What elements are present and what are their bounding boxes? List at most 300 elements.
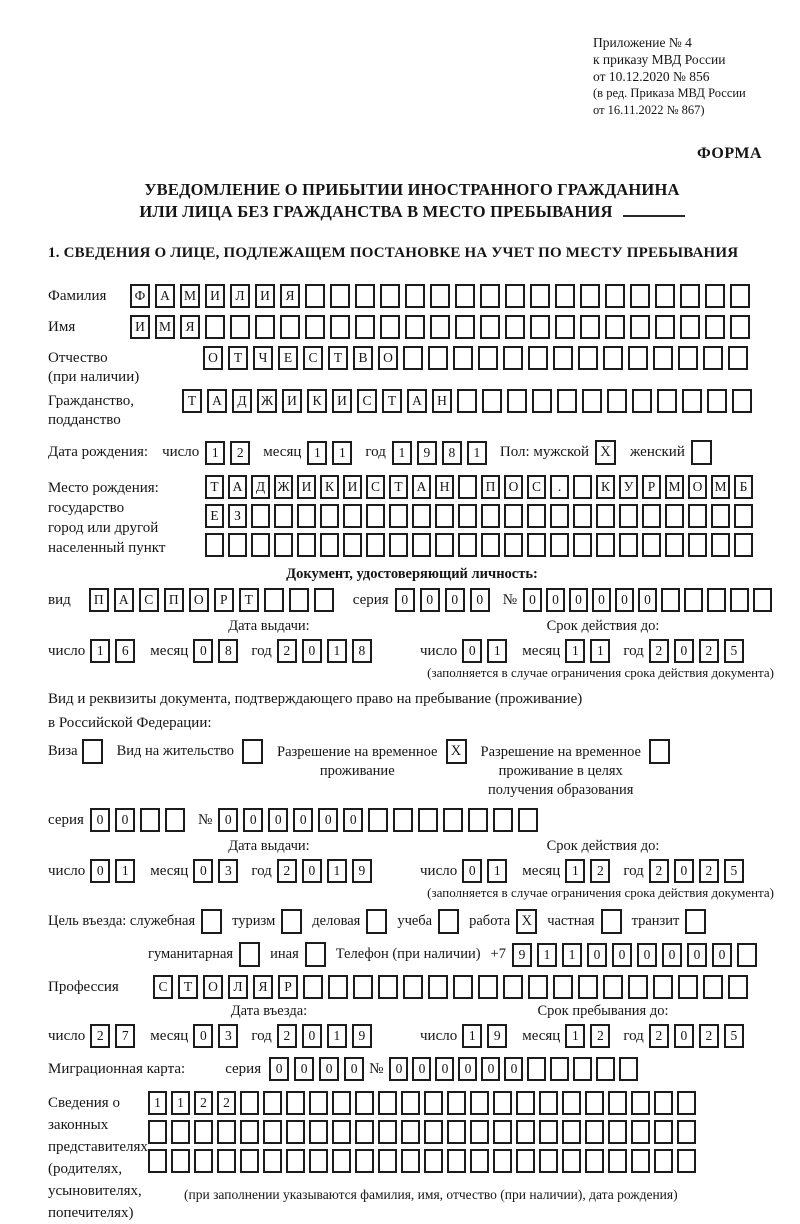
form-cell[interactable]	[730, 284, 750, 308]
temp-residence-education-checkbox[interactable]	[649, 739, 670, 764]
purpose-business-checkbox[interactable]	[201, 909, 222, 934]
form-cell[interactable]: М	[711, 475, 730, 499]
form-cell[interactable]: Ч	[253, 346, 273, 370]
form-cell[interactable]	[603, 975, 623, 999]
form-cell[interactable]: 0	[302, 639, 322, 663]
form-cell[interactable]: О	[203, 346, 223, 370]
form-cell[interactable]	[424, 1149, 443, 1173]
form-cell[interactable]	[274, 533, 293, 557]
form-cell[interactable]	[619, 1057, 638, 1081]
form-cell[interactable]	[619, 504, 638, 528]
form-cell[interactable]: И	[205, 284, 225, 308]
form-cell[interactable]	[555, 284, 575, 308]
purpose-commercial-checkbox[interactable]	[366, 909, 387, 934]
form-cell[interactable]: 0	[90, 859, 110, 883]
form-cell[interactable]	[171, 1149, 190, 1173]
form-cell[interactable]: 0	[243, 808, 263, 832]
form-cell[interactable]: М	[180, 284, 200, 308]
form-cell[interactable]	[217, 1149, 236, 1173]
form-cell[interactable]: 0	[389, 1057, 408, 1081]
form-cell[interactable]: 2	[590, 1024, 610, 1048]
form-cell[interactable]	[677, 1149, 696, 1173]
form-cell[interactable]: 1	[467, 441, 487, 465]
form-cell[interactable]: 1	[462, 1024, 482, 1048]
form-cell[interactable]	[605, 284, 625, 308]
form-cell[interactable]: Б	[734, 475, 753, 499]
form-cell[interactable]: 1	[90, 639, 110, 663]
form-cell[interactable]	[557, 389, 577, 413]
form-cell[interactable]	[562, 1091, 581, 1115]
form-cell[interactable]: Т	[382, 389, 402, 413]
form-cell[interactable]	[478, 346, 498, 370]
form-cell[interactable]	[661, 588, 680, 612]
form-cell[interactable]	[330, 315, 350, 339]
form-cell[interactable]	[728, 346, 748, 370]
form-cell[interactable]	[503, 975, 523, 999]
form-cell[interactable]	[418, 808, 438, 832]
form-cell[interactable]	[435, 533, 454, 557]
form-cell[interactable]: 0	[592, 588, 611, 612]
form-cell[interactable]	[366, 533, 385, 557]
form-cell[interactable]: Ж	[274, 475, 293, 499]
form-cell[interactable]: О	[189, 588, 209, 612]
form-cell[interactable]	[518, 808, 538, 832]
form-cell[interactable]	[655, 284, 675, 308]
form-cell[interactable]	[678, 346, 698, 370]
form-cell[interactable]	[530, 284, 550, 308]
form-cell[interactable]: Д	[232, 389, 252, 413]
form-cell[interactable]: 0	[193, 1024, 213, 1048]
form-cell[interactable]: 0	[445, 588, 465, 612]
form-cell[interactable]: Т	[328, 346, 348, 370]
form-cell[interactable]: Ж	[257, 389, 277, 413]
form-cell[interactable]: Ф	[130, 284, 150, 308]
form-cell[interactable]	[481, 504, 500, 528]
form-cell[interactable]: М	[665, 475, 684, 499]
form-cell[interactable]	[504, 533, 523, 557]
form-cell[interactable]	[430, 315, 450, 339]
form-cell[interactable]	[705, 284, 725, 308]
form-cell[interactable]	[389, 533, 408, 557]
form-cell[interactable]	[264, 588, 284, 612]
form-cell[interactable]	[677, 1120, 696, 1144]
form-cell[interactable]	[443, 808, 463, 832]
form-cell[interactable]	[596, 533, 615, 557]
form-cell[interactable]	[401, 1149, 420, 1173]
form-cell[interactable]: 0	[462, 859, 482, 883]
form-cell[interactable]	[532, 389, 552, 413]
form-cell[interactable]	[630, 315, 650, 339]
form-cell[interactable]	[632, 389, 652, 413]
form-cell[interactable]: А	[407, 389, 427, 413]
form-cell[interactable]	[430, 284, 450, 308]
form-cell[interactable]	[628, 346, 648, 370]
form-cell[interactable]: 2	[277, 1024, 297, 1048]
form-cell[interactable]: 0	[343, 808, 363, 832]
form-cell[interactable]	[457, 389, 477, 413]
form-cell[interactable]	[309, 1091, 328, 1115]
form-cell[interactable]: 1	[205, 441, 225, 465]
form-cell[interactable]: 0	[712, 943, 732, 967]
form-cell[interactable]: А	[207, 389, 227, 413]
form-cell[interactable]: 1	[171, 1091, 190, 1115]
form-cell[interactable]	[447, 1091, 466, 1115]
form-cell[interactable]	[480, 315, 500, 339]
form-cell[interactable]: 0	[218, 808, 238, 832]
form-cell[interactable]: 0	[269, 1057, 289, 1081]
form-cell[interactable]	[580, 284, 600, 308]
form-cell[interactable]: 0	[294, 1057, 314, 1081]
form-cell[interactable]	[553, 975, 573, 999]
form-cell[interactable]: Р	[278, 975, 298, 999]
form-cell[interactable]	[550, 1057, 569, 1081]
form-cell[interactable]: Т	[228, 346, 248, 370]
form-cell[interactable]: 1	[148, 1091, 167, 1115]
form-cell[interactable]	[654, 1149, 673, 1173]
form-cell[interactable]	[550, 504, 569, 528]
form-cell[interactable]: 5	[724, 639, 744, 663]
form-cell[interactable]	[507, 389, 527, 413]
form-cell[interactable]: 2	[649, 1024, 669, 1048]
form-cell[interactable]	[608, 1120, 627, 1144]
form-cell[interactable]	[573, 475, 592, 499]
form-cell[interactable]	[355, 1149, 374, 1173]
form-cell[interactable]	[378, 1149, 397, 1173]
form-cell[interactable]	[289, 588, 309, 612]
form-cell[interactable]	[550, 533, 569, 557]
form-cell[interactable]: 0	[193, 859, 213, 883]
form-cell[interactable]	[642, 533, 661, 557]
form-cell[interactable]: 2	[649, 639, 669, 663]
form-cell[interactable]	[493, 1120, 512, 1144]
form-cell[interactable]: .	[550, 475, 569, 499]
form-cell[interactable]	[516, 1091, 535, 1115]
form-cell[interactable]	[607, 389, 627, 413]
form-cell[interactable]: 9	[487, 1024, 507, 1048]
form-cell[interactable]	[505, 315, 525, 339]
form-cell[interactable]	[230, 315, 250, 339]
form-cell[interactable]	[380, 284, 400, 308]
form-cell[interactable]	[573, 533, 592, 557]
form-cell[interactable]	[665, 504, 684, 528]
form-cell[interactable]	[493, 1149, 512, 1173]
form-cell[interactable]: 0	[344, 1057, 364, 1081]
form-cell[interactable]	[458, 504, 477, 528]
form-cell[interactable]	[194, 1149, 213, 1173]
form-cell[interactable]: Л	[228, 975, 248, 999]
form-cell[interactable]: Т	[182, 389, 202, 413]
form-cell[interactable]	[403, 346, 423, 370]
form-cell[interactable]: О	[504, 475, 523, 499]
form-cell[interactable]	[677, 1091, 696, 1115]
purpose-private-checkbox[interactable]	[601, 909, 622, 934]
residence-permit-checkbox[interactable]	[242, 739, 263, 764]
form-cell[interactable]	[280, 315, 300, 339]
form-cell[interactable]: О	[378, 346, 398, 370]
form-cell[interactable]	[240, 1149, 259, 1173]
form-cell[interactable]: 0	[546, 588, 565, 612]
form-cell[interactable]	[539, 1120, 558, 1144]
form-cell[interactable]	[585, 1149, 604, 1173]
form-cell[interactable]	[478, 975, 498, 999]
form-cell[interactable]: 1	[565, 639, 585, 663]
form-cell[interactable]: 1	[327, 859, 347, 883]
form-cell[interactable]	[320, 533, 339, 557]
form-cell[interactable]	[582, 389, 602, 413]
form-cell[interactable]: 1	[332, 441, 352, 465]
form-cell[interactable]	[653, 975, 673, 999]
form-cell[interactable]	[528, 975, 548, 999]
form-cell[interactable]: С	[139, 588, 159, 612]
form-cell[interactable]: 2	[699, 1024, 719, 1048]
form-cell[interactable]	[585, 1091, 604, 1115]
form-cell[interactable]	[332, 1149, 351, 1173]
form-cell[interactable]	[355, 1120, 374, 1144]
form-cell[interactable]: И	[343, 475, 362, 499]
form-cell[interactable]: О	[688, 475, 707, 499]
form-cell[interactable]	[730, 588, 749, 612]
form-cell[interactable]: 0	[302, 1024, 322, 1048]
form-cell[interactable]: В	[353, 346, 373, 370]
form-cell[interactable]	[680, 315, 700, 339]
form-cell[interactable]: 1	[487, 639, 507, 663]
form-cell[interactable]	[378, 1120, 397, 1144]
form-cell[interactable]: 0	[458, 1057, 477, 1081]
form-cell[interactable]: Я	[180, 315, 200, 339]
form-cell[interactable]	[297, 533, 316, 557]
form-cell[interactable]	[447, 1120, 466, 1144]
form-cell[interactable]	[447, 1149, 466, 1173]
form-cell[interactable]	[330, 284, 350, 308]
form-cell[interactable]	[274, 504, 293, 528]
form-cell[interactable]: 6	[115, 639, 135, 663]
form-cell[interactable]	[194, 1120, 213, 1144]
form-cell[interactable]: 5	[724, 859, 744, 883]
form-cell[interactable]	[320, 504, 339, 528]
form-cell[interactable]	[573, 1057, 592, 1081]
form-cell[interactable]: 9	[512, 943, 532, 967]
form-cell[interactable]	[148, 1149, 167, 1173]
form-cell[interactable]: 9	[352, 859, 372, 883]
form-cell[interactable]	[393, 808, 413, 832]
form-cell[interactable]: И	[255, 284, 275, 308]
form-cell[interactable]	[455, 315, 475, 339]
form-cell[interactable]	[255, 315, 275, 339]
form-cell[interactable]: А	[228, 475, 247, 499]
form-cell[interactable]	[493, 1091, 512, 1115]
form-cell[interactable]	[539, 1149, 558, 1173]
form-cell[interactable]	[682, 389, 702, 413]
form-cell[interactable]	[228, 533, 247, 557]
form-cell[interactable]	[263, 1120, 282, 1144]
form-cell[interactable]	[453, 975, 473, 999]
form-cell[interactable]: 2	[230, 441, 250, 465]
form-cell[interactable]: 8	[442, 441, 462, 465]
purpose-tourism-checkbox[interactable]	[281, 909, 302, 934]
form-cell[interactable]	[493, 808, 513, 832]
form-cell[interactable]: 2	[699, 859, 719, 883]
form-cell[interactable]: Е	[205, 504, 224, 528]
form-cell[interactable]: И	[297, 475, 316, 499]
form-cell[interactable]	[368, 808, 388, 832]
form-cell[interactable]	[240, 1091, 259, 1115]
form-cell[interactable]: 0	[523, 588, 542, 612]
form-cell[interactable]: Т	[205, 475, 224, 499]
form-cell[interactable]: 1	[392, 441, 412, 465]
form-cell[interactable]	[555, 315, 575, 339]
form-cell[interactable]	[665, 533, 684, 557]
form-cell[interactable]	[428, 346, 448, 370]
form-cell[interactable]	[355, 284, 375, 308]
form-cell[interactable]	[453, 346, 473, 370]
purpose-humanitarian-checkbox[interactable]	[239, 942, 260, 967]
form-cell[interactable]: 2	[217, 1091, 236, 1115]
form-cell[interactable]	[480, 284, 500, 308]
form-cell[interactable]: 3	[218, 859, 238, 883]
form-cell[interactable]	[355, 315, 375, 339]
form-cell[interactable]	[482, 389, 502, 413]
form-cell[interactable]	[688, 504, 707, 528]
form-cell[interactable]: 2	[194, 1091, 213, 1115]
form-cell[interactable]: 2	[649, 859, 669, 883]
form-cell[interactable]: 0	[638, 588, 657, 612]
form-cell[interactable]	[297, 504, 316, 528]
form-cell[interactable]	[205, 533, 224, 557]
form-cell[interactable]	[653, 346, 673, 370]
form-cell[interactable]	[403, 975, 423, 999]
form-cell[interactable]: 1	[565, 1024, 585, 1048]
form-cell[interactable]	[405, 315, 425, 339]
form-cell[interactable]: 0	[319, 1057, 339, 1081]
form-cell[interactable]	[468, 808, 488, 832]
visa-checkbox[interactable]	[82, 739, 103, 764]
form-cell[interactable]: И	[130, 315, 150, 339]
form-cell[interactable]: 0	[674, 859, 694, 883]
form-cell[interactable]	[573, 504, 592, 528]
form-cell[interactable]	[263, 1091, 282, 1115]
form-cell[interactable]	[458, 475, 477, 499]
form-cell[interactable]	[655, 315, 675, 339]
form-cell[interactable]: 0	[470, 588, 490, 612]
form-cell[interactable]	[332, 1120, 351, 1144]
form-cell[interactable]	[539, 1091, 558, 1115]
form-cell[interactable]	[737, 943, 757, 967]
form-cell[interactable]	[505, 284, 525, 308]
form-cell[interactable]	[528, 346, 548, 370]
form-cell[interactable]	[165, 808, 185, 832]
purpose-study-checkbox[interactable]	[438, 909, 459, 934]
form-cell[interactable]: 0	[395, 588, 415, 612]
form-cell[interactable]: 5	[724, 1024, 744, 1048]
form-cell[interactable]: К	[307, 389, 327, 413]
form-cell[interactable]: 0	[435, 1057, 454, 1081]
form-cell[interactable]	[504, 504, 523, 528]
form-cell[interactable]	[734, 533, 753, 557]
form-cell[interactable]	[628, 975, 648, 999]
form-cell[interactable]	[366, 504, 385, 528]
form-cell[interactable]: 0	[193, 639, 213, 663]
form-cell[interactable]	[428, 975, 448, 999]
form-cell[interactable]	[705, 315, 725, 339]
form-cell[interactable]: 1	[562, 943, 582, 967]
form-cell[interactable]	[642, 504, 661, 528]
form-cell[interactable]	[631, 1149, 650, 1173]
form-cell[interactable]: 1	[565, 859, 585, 883]
form-cell[interactable]	[328, 975, 348, 999]
form-cell[interactable]: 2	[90, 1024, 110, 1048]
form-cell[interactable]	[401, 1091, 420, 1115]
form-cell[interactable]	[389, 504, 408, 528]
form-cell[interactable]	[578, 346, 598, 370]
form-cell[interactable]	[707, 389, 727, 413]
form-cell[interactable]: 0	[569, 588, 588, 612]
form-cell[interactable]: 9	[352, 1024, 372, 1048]
form-cell[interactable]: 0	[90, 808, 110, 832]
form-cell[interactable]	[343, 533, 362, 557]
form-cell[interactable]	[657, 389, 677, 413]
form-cell[interactable]: К	[320, 475, 339, 499]
form-cell[interactable]: 0	[115, 808, 135, 832]
form-cell[interactable]	[378, 1091, 397, 1115]
form-cell[interactable]	[562, 1149, 581, 1173]
form-cell[interactable]	[240, 1120, 259, 1144]
form-cell[interactable]	[309, 1120, 328, 1144]
form-cell[interactable]	[527, 1057, 546, 1081]
form-cell[interactable]: 0	[462, 639, 482, 663]
form-cell[interactable]: А	[114, 588, 134, 612]
form-cell[interactable]	[631, 1120, 650, 1144]
form-cell[interactable]	[680, 284, 700, 308]
form-cell[interactable]: А	[412, 475, 431, 499]
form-cell[interactable]	[580, 315, 600, 339]
form-cell[interactable]: 1	[327, 639, 347, 663]
form-cell[interactable]	[516, 1120, 535, 1144]
form-cell[interactable]	[140, 808, 160, 832]
form-cell[interactable]	[343, 504, 362, 528]
form-cell[interactable]	[424, 1120, 443, 1144]
form-cell[interactable]	[516, 1149, 535, 1173]
form-cell[interactable]	[585, 1120, 604, 1144]
form-cell[interactable]	[608, 1091, 627, 1115]
form-cell[interactable]	[217, 1120, 236, 1144]
form-cell[interactable]: Р	[642, 475, 661, 499]
form-cell[interactable]: Р	[214, 588, 234, 612]
temp-residence-checkbox[interactable]: X	[446, 739, 467, 764]
form-cell[interactable]: У	[619, 475, 638, 499]
form-cell[interactable]: П	[89, 588, 109, 612]
form-cell[interactable]	[458, 533, 477, 557]
form-cell[interactable]: 3	[218, 1024, 238, 1048]
form-cell[interactable]	[305, 284, 325, 308]
form-cell[interactable]: Н	[432, 389, 452, 413]
form-cell[interactable]	[286, 1149, 305, 1173]
form-cell[interactable]	[553, 346, 573, 370]
form-cell[interactable]	[703, 346, 723, 370]
form-cell[interactable]: 0	[293, 808, 313, 832]
form-cell[interactable]: 2	[590, 859, 610, 883]
form-cell[interactable]	[530, 315, 550, 339]
form-cell[interactable]	[678, 975, 698, 999]
form-cell[interactable]: К	[596, 475, 615, 499]
form-cell[interactable]: С	[357, 389, 377, 413]
form-cell[interactable]	[332, 1091, 351, 1115]
form-cell[interactable]	[353, 975, 373, 999]
form-cell[interactable]	[470, 1091, 489, 1115]
form-cell[interactable]	[303, 975, 323, 999]
form-cell[interactable]	[286, 1120, 305, 1144]
form-cell[interactable]: 0	[662, 943, 682, 967]
form-cell[interactable]: 0	[302, 859, 322, 883]
